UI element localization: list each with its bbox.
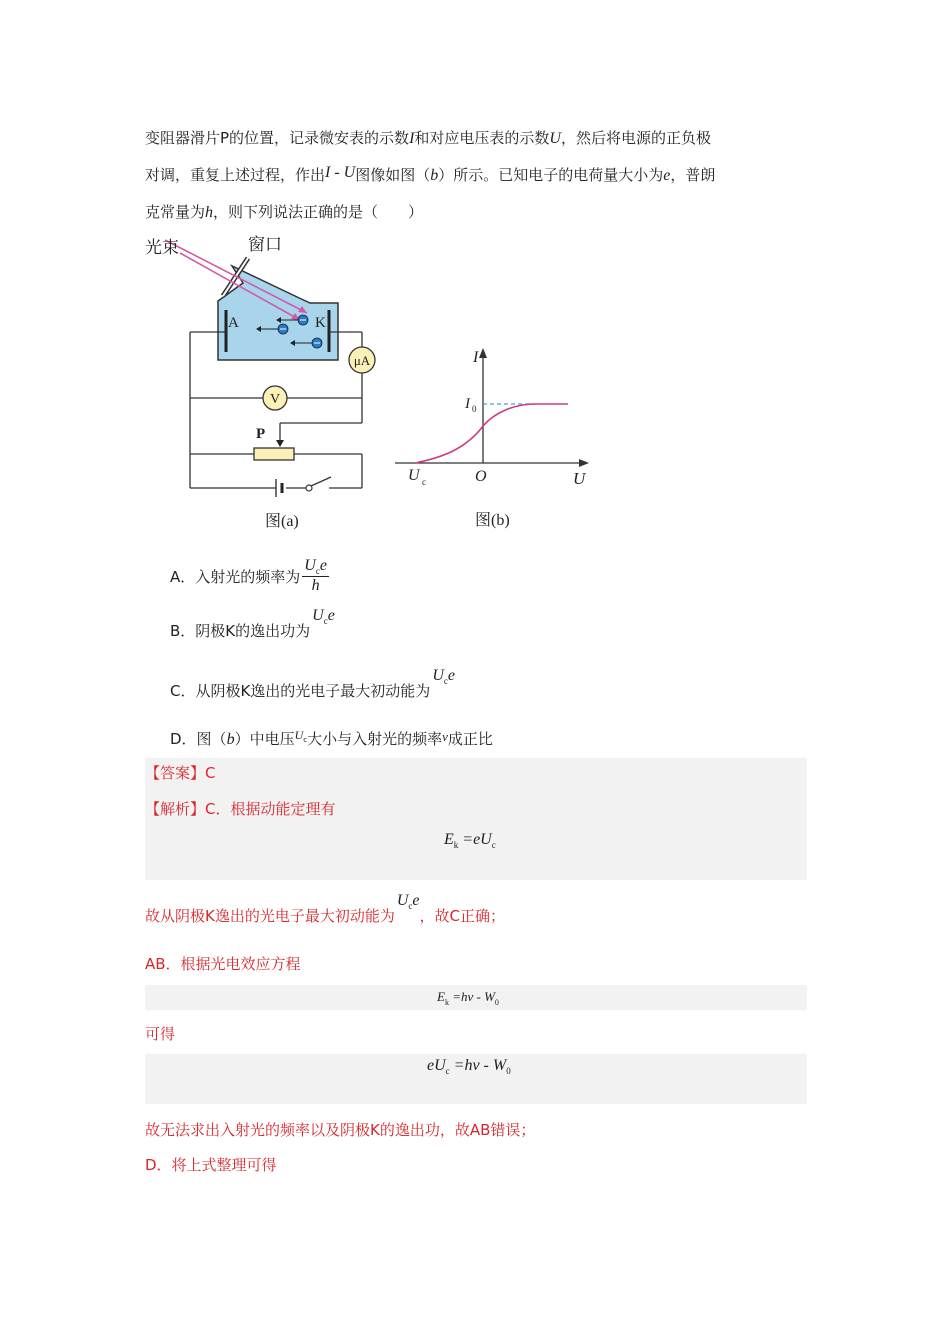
option-d[interactable]: D．图（b）中电压$^U$c大小与入射光的频率ν成正比 xyxy=(170,728,493,748)
slider-label: P xyxy=(256,426,266,442)
option-c[interactable]: C．从阴极K逸出的光电子最大初动能为$U_ce$ xyxy=(170,667,455,700)
stop-voltage-label: U xyxy=(408,467,420,484)
slider-arrow xyxy=(276,440,284,447)
x-axis-label: U xyxy=(573,469,586,488)
voltmeter-label: V xyxy=(269,392,281,407)
option-b[interactable]: B．阴极K的逸出功为$U_ce$ xyxy=(170,607,335,640)
equation-photoelectric: $E_k =h\nu - W_0$ xyxy=(437,989,499,1007)
figure-b-caption: 图(b) xyxy=(475,512,510,529)
answer-line xyxy=(145,763,216,783)
option-c-expr: $U_ce$ xyxy=(432,667,455,686)
analysis-d-intro: D．将上式整理可得 xyxy=(145,1156,277,1174)
stop-voltage-sub: c xyxy=(422,477,426,487)
cathode-label: K xyxy=(315,315,326,331)
analysis-derive: 可得 xyxy=(145,1025,176,1043)
equation-kinetic-energy: $E_k =eU_c$ xyxy=(444,831,496,850)
c-conclusion-expr: $U_ce$ xyxy=(396,892,420,911)
figure-a-circuit xyxy=(140,228,400,533)
question-line-2: 对调，重复上述过程，作出I - U图像如图（b）所示。已知电子的电荷量大小为e，普朗 xyxy=(145,164,716,184)
analysis-c-intro-line: 【解析】C．根据动能定理有 xyxy=(145,800,336,818)
origin-label: O xyxy=(475,468,487,485)
saturation-label: I xyxy=(465,396,470,412)
switch-lever xyxy=(311,477,331,486)
answer-value: C xyxy=(205,764,216,782)
iu-curve xyxy=(415,404,568,463)
analysis-c-conclusion: 故从阴极K逸出的光电子最大初动能为$U_ce$，故C正确； xyxy=(145,892,505,925)
microammeter-label: μA xyxy=(353,353,371,368)
option-a-fraction: $\frac{U_ce}{h}$ xyxy=(304,557,327,594)
option-a[interactable]: A．入射光的频率为 $\frac{U_ce}{h}$ xyxy=(170,557,327,594)
analysis-ab-conclusion: 故无法求出入射光的频率以及阴极K的逸出功，故AB错误； xyxy=(145,1121,536,1139)
rheostat xyxy=(254,448,294,460)
question-line-1: 变阻器滑片P的位置，记录微安表的示数I和对应电压表的示数U，然后将电源的正负极 xyxy=(145,129,711,147)
figure-b-graph xyxy=(395,340,605,533)
figure-a-caption: 图(a) xyxy=(265,513,299,530)
analysis-ab-intro: AB．根据光电效应方程 xyxy=(145,955,301,973)
analysis-label: 【解析】 xyxy=(145,800,206,818)
option-b-expr: $U_ce$ xyxy=(312,607,335,626)
answer-label: 【答案】 xyxy=(145,764,206,782)
equation-stopping-voltage: $eU_c =h\nu - W_0$ xyxy=(427,1057,511,1076)
anode-label: A xyxy=(228,315,239,331)
window-label: 窗口 xyxy=(248,235,282,254)
beam-label: 光束 xyxy=(145,238,179,257)
answer-analysis-box xyxy=(145,758,807,880)
question-line-3: 克常量为h，则下列说法正确的是（ ） xyxy=(145,203,424,221)
y-axis-label: I xyxy=(473,349,479,366)
saturation-sub: 0 xyxy=(472,404,477,414)
